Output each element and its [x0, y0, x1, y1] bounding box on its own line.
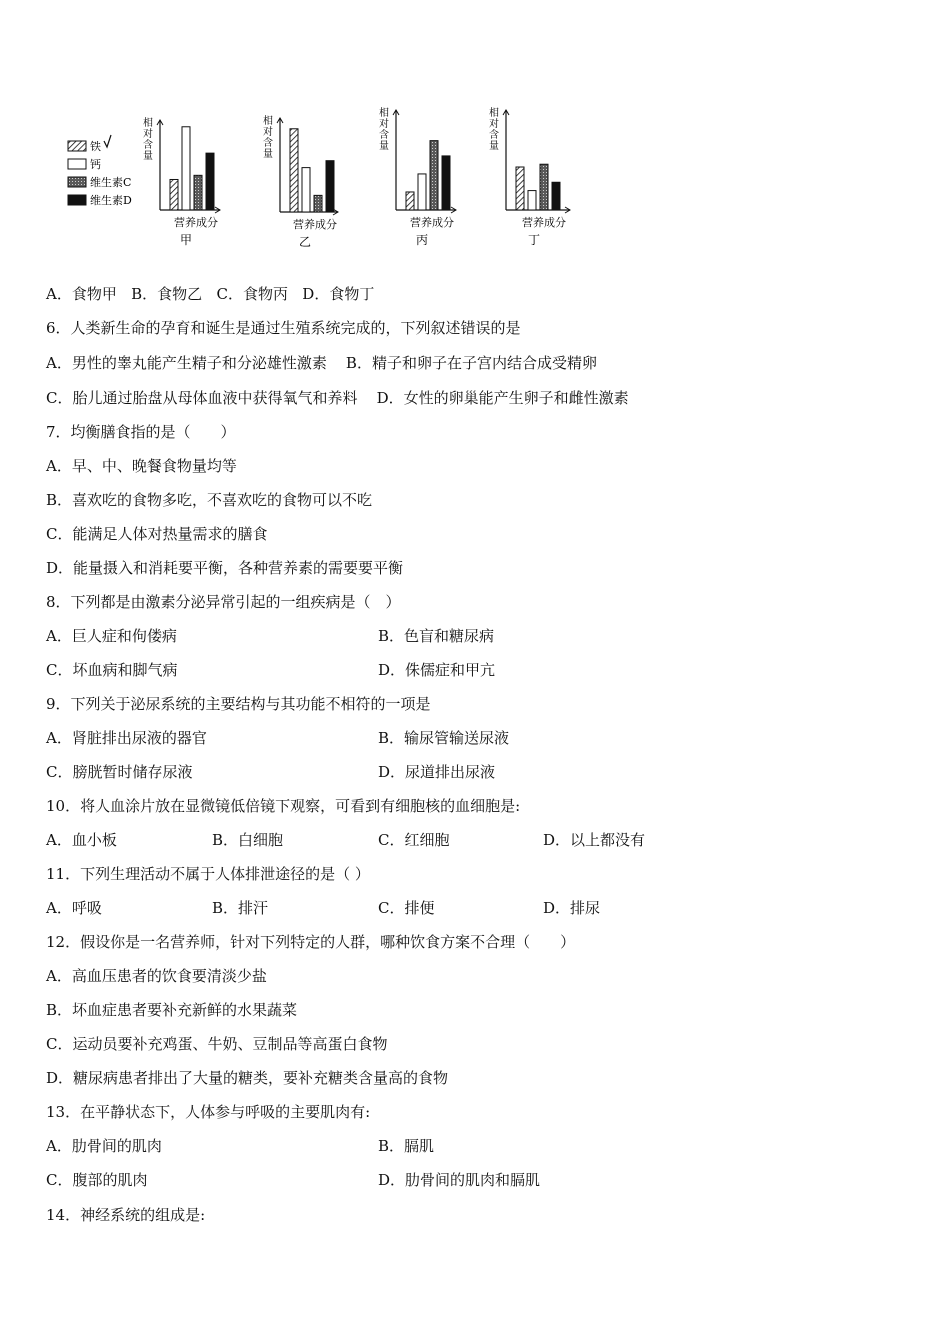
- option-c[interactable]: C．排便: [378, 899, 435, 917]
- bar-yi-iron: [290, 129, 298, 212]
- chart-ding-title: 丁: [527, 233, 541, 247]
- option-b[interactable]: B．排汗: [212, 899, 269, 917]
- bar-ding-vitamin-d: [552, 182, 560, 210]
- option-a[interactable]: A．高血压患者的饮食要清淡少盐: [46, 967, 267, 985]
- option-c[interactable]: C．运动员要补充鸡蛋、牛奶、豆制品等高蛋白食物: [46, 1035, 388, 1053]
- option-a[interactable]: A．巨人症和佝偻病: [46, 627, 177, 645]
- bar-jia-calcium: [182, 127, 190, 210]
- bar-bing-iron: [406, 192, 414, 210]
- option-b[interactable]: B．坏血症患者要补充新鲜的水果蔬菜: [46, 1001, 298, 1019]
- legend-label-calcium: 钙: [90, 158, 101, 171]
- bar-yi-calcium: [302, 168, 310, 212]
- option-c[interactable]: C．能满足人体对热量需求的膳食: [46, 525, 268, 543]
- option-d[interactable]: D．食物丁: [302, 285, 375, 303]
- bar-bing-vitamin-d: [442, 156, 450, 210]
- question-12-stem: 12．假设你是一名营养师，针对下列特定的人群，哪种饮食方案不合理（ ）: [46, 933, 576, 951]
- option-a[interactable]: A．呼吸: [46, 899, 102, 917]
- option-c[interactable]: C．膀胱暂时储存尿液: [46, 763, 193, 781]
- chart-bing: [379, 106, 456, 247]
- chart-jia-title: 甲: [179, 233, 193, 247]
- chart-bing-ylabel: 相对含量: [379, 108, 389, 152]
- option-a[interactable]: A．男性的睾丸能产生精子和分泌雄性激素: [46, 354, 327, 372]
- q5-options: [46, 284, 374, 304]
- chart-jia-ylabel: 相对含量: [143, 118, 153, 162]
- bar-jia-iron: [170, 179, 178, 210]
- legend-label-vitamin-d: 维生素D: [90, 194, 132, 207]
- legend-item-vitamin-d: [68, 193, 132, 207]
- option-b[interactable]: B．膈肌: [378, 1137, 435, 1155]
- bar-bing-calcium: [418, 174, 426, 210]
- checkmark-icon: [104, 135, 111, 147]
- option-a[interactable]: A．食物甲: [46, 285, 117, 303]
- chart-bing-xlabel: 营养成分: [410, 216, 454, 229]
- question-8-stem: 8．下列都是由激素分泌异常引起的一组疾病是（ ）: [46, 593, 401, 611]
- option-c[interactable]: C．胎儿通过胎盘从母体血液中获得氧气和养料: [46, 389, 358, 407]
- option-a[interactable]: A．肾脏排出尿液的器官: [46, 729, 207, 747]
- option-d[interactable]: D．糖尿病患者排出了大量的糖类，要补充糖类含量高的食物: [46, 1069, 449, 1087]
- question-11-stem: 11．下列生理活动不属于人体排泄途径的是（ ）: [46, 865, 370, 883]
- option-b[interactable]: B．喜欢吃的食物多吃，不喜欢吃的食物可以不吃: [46, 491, 373, 509]
- option-a[interactable]: A．肋骨间的肌肉: [46, 1137, 162, 1155]
- chart-bing-title: 丙: [415, 233, 429, 247]
- nutrient-figure: [60, 100, 600, 260]
- option-d[interactable]: D．肋骨间的肌肉和膈肌: [378, 1171, 541, 1189]
- legend-item-calcium: [68, 157, 101, 171]
- option-b[interactable]: B．精子和卵子在子宫内结合成受精卵: [345, 354, 597, 372]
- question-13-stem: 13．在平静状态下，人体参与呼吸的主要肌肉有:: [46, 1103, 371, 1121]
- chart-yi-title: 乙: [298, 235, 312, 249]
- option-a[interactable]: A．早、中、晚餐食物量均等: [46, 457, 237, 475]
- chart-yi: [263, 114, 338, 249]
- option-d[interactable]: D．能量摄入和消耗要平衡，各种营养素的需要要平衡: [46, 559, 404, 577]
- q6-options-row2: [46, 388, 629, 408]
- option-c[interactable]: C．坏血病和脚气病: [46, 661, 178, 679]
- option-d[interactable]: D．女性的卵巢能产生卵子和雌性激素: [376, 389, 629, 407]
- option-d[interactable]: D．侏儒症和甲亢: [378, 661, 496, 679]
- option-c[interactable]: C．食物丙: [216, 285, 288, 303]
- q6-options-row1: [46, 353, 597, 373]
- question-14-stem: 14．神经系统的组成是:: [46, 1206, 206, 1224]
- chart-yi-xlabel: 营养成分: [293, 218, 337, 231]
- chart-yi-ylabel: 相对含量: [263, 116, 273, 160]
- option-d[interactable]: D．以上都没有: [543, 831, 646, 849]
- option-b[interactable]: B．食物乙: [131, 285, 203, 303]
- chart-jia: [143, 116, 220, 247]
- legend-label-vitamin-c: 维生素C: [90, 176, 132, 189]
- legend-item-vitamin-c: [68, 175, 131, 189]
- option-b[interactable]: B．输尿管输送尿液: [378, 729, 510, 747]
- question-6-stem: 6．人类新生命的孕育和诞生是通过生殖系统完成的，下列叙述错误的是: [46, 319, 521, 337]
- bar-bing-vitamin-c: [430, 141, 438, 210]
- option-b[interactable]: B．色盲和糖尿病: [378, 627, 495, 645]
- legend: [68, 135, 132, 207]
- bar-ding-iron: [516, 167, 524, 210]
- chart-ding-xlabel: 营养成分: [522, 216, 566, 229]
- legend-item-iron: [68, 135, 111, 153]
- option-c[interactable]: C．红细胞: [378, 831, 450, 849]
- question-10-stem: 10．将人血涂片放在显微镜低倍镜下观察，可看到有细胞核的血细胞是:: [46, 797, 521, 815]
- bar-jia-vitamin-d: [206, 153, 214, 210]
- option-d[interactable]: D．排尿: [543, 899, 601, 917]
- question-9-stem: 9．下列关于泌尿系统的主要结构与其功能不相符的一项是: [46, 695, 431, 713]
- chart-jia-xlabel: 营养成分: [174, 216, 218, 229]
- question-7-stem: 7．均衡膳食指的是（ ）: [46, 423, 236, 441]
- option-a[interactable]: A．血小板: [46, 831, 117, 849]
- bar-yi-vitamin-d: [326, 161, 334, 212]
- chart-ding: [489, 106, 570, 247]
- bar-ding-calcium: [528, 191, 536, 210]
- chart-ding-ylabel: 相对含量: [489, 108, 499, 152]
- bar-jia-vitamin-c: [194, 175, 202, 210]
- option-b[interactable]: B．白细胞: [212, 831, 284, 849]
- bar-ding-vitamin-c: [540, 164, 548, 210]
- option-c[interactable]: C．腹部的肌肉: [46, 1171, 148, 1189]
- option-d[interactable]: D．尿道排出尿液: [378, 763, 496, 781]
- bar-yi-vitamin-c: [314, 195, 322, 212]
- legend-label-iron: 铁: [90, 140, 101, 153]
